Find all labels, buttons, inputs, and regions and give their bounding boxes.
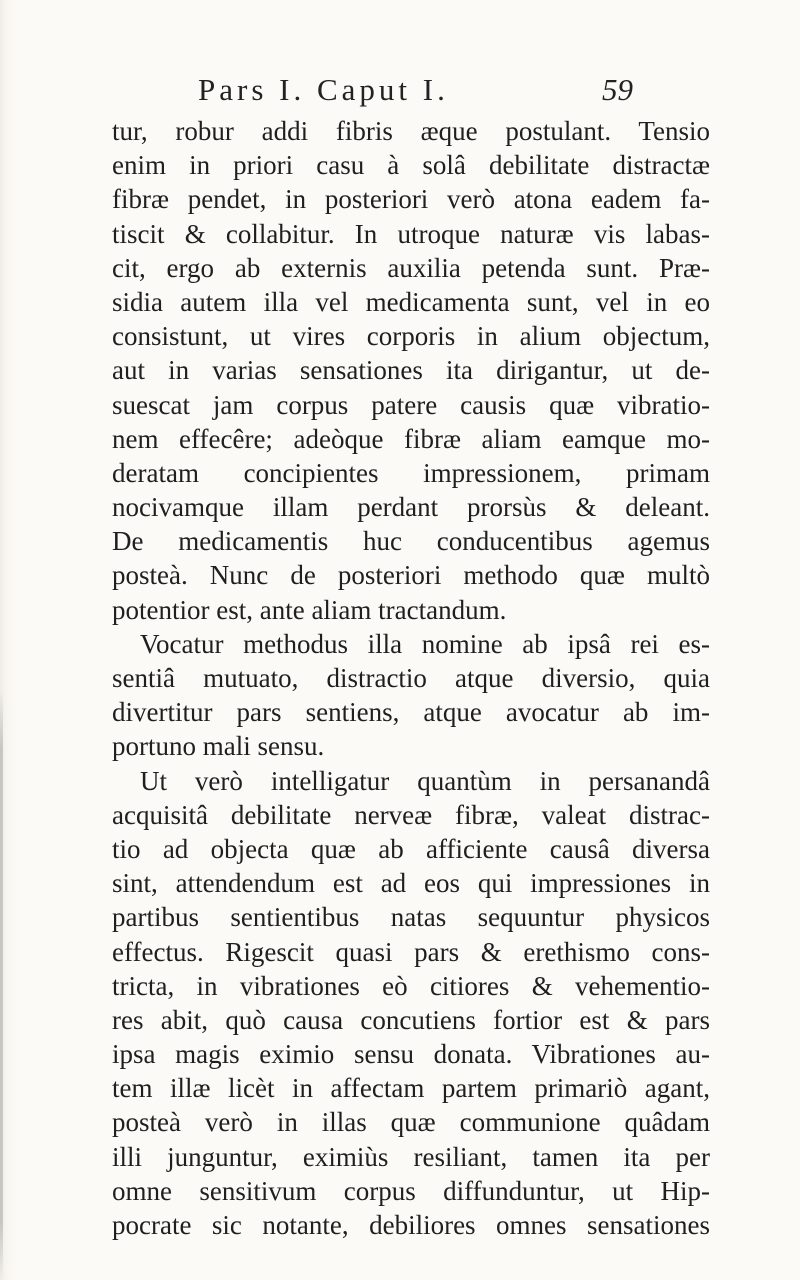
text-line: posteà. Nunc de posteriori methodo quæ multò <box>112 560 710 591</box>
text-line: pocrate sic notante, debiliores omnes sensationes <box>112 1210 710 1240</box>
text-line: Vocatur methodus illa nomine ab ipsâ rei es- <box>140 628 710 659</box>
text-line: ipsa magis eximio sensu donata. Vibrationes au- <box>112 1039 710 1070</box>
text-line: acquisitâ debilitate nerveæ fibræ, valeat distrac- <box>112 799 710 830</box>
text-line: cit, ergo ab externis auxilia petenda sunt. Præ- <box>112 252 710 283</box>
text-line: enim in priori casu à solâ debilitate distractæ <box>112 150 710 181</box>
text-line: tricta, in vibrationes eò citiores & vehementio- <box>112 970 710 1001</box>
body-text <box>112 114 710 1242</box>
text-line: partibus sentientibus natas sequuntur physicos <box>112 902 710 933</box>
text-line: consistunt, ut vires corporis in alium objectum, <box>112 321 710 352</box>
text-line: potentior est, ante aliam tractandum. <box>112 594 507 625</box>
text-line: suescat jam corpus patere causis quæ vibratio- <box>112 389 710 420</box>
text-line: fibræ pendet, in posteriori verò atona eadem fa- <box>112 184 710 215</box>
text-line: sint, attendendum est ad eos qui impressiones in <box>112 868 710 899</box>
text-line: divertitur pars sentiens, atque avocatur ab im- <box>112 697 710 728</box>
text-line: effectus. Rigescit quasi pars & erethismo cons- <box>112 936 710 967</box>
text-line: Ut verò intelligatur quantùm in persanandâ <box>140 765 710 796</box>
text-line: portuno mali sensu. <box>112 731 325 762</box>
page-header <box>198 72 633 112</box>
text-line: tur, robur addi fibris æque postulant. Tensio <box>112 116 710 146</box>
page-number: 59 <box>602 72 633 107</box>
text-line: aut in varias sensationes ita dirigantur, ut de- <box>112 355 710 386</box>
text-line: sentiâ mutuato, distractio atque diversio, quia <box>112 663 710 693</box>
text-line: res abit, quò causa concutiens fortior est & pars <box>112 1004 710 1035</box>
running-title: Pars I. Caput I. <box>198 72 449 107</box>
page-gutter-shadow <box>0 690 3 1280</box>
text-line: De medicamentis huc conducentibus agemus <box>112 526 710 557</box>
text-line: tio ad objecta quæ ab afficiente causâ diversa <box>112 833 710 864</box>
text-line: tem illæ licèt in affectam partem primariò agant, <box>112 1073 710 1104</box>
text-line: deratam concipientes impressionem, primam <box>112 457 710 488</box>
text-line: nocivamque illam perdant prorsùs & deleant. <box>112 492 710 523</box>
text-line: illi junguntur, eximiùs resiliant, tamen ita per <box>112 1141 710 1172</box>
text-line: tiscit & collabitur. In utroque naturæ vis labas- <box>112 218 710 249</box>
text-line: nem effecêre; adeòque fibræ aliam eamque mo- <box>112 423 710 454</box>
text-line: omne sensitivum corpus diffunduntur, ut Hip- <box>112 1175 710 1206</box>
text-line: sidia autem illa vel medicamenta sunt, vel in eo <box>112 286 710 317</box>
text-line: posteà verò in illas quæ communione quâdam <box>112 1107 710 1138</box>
